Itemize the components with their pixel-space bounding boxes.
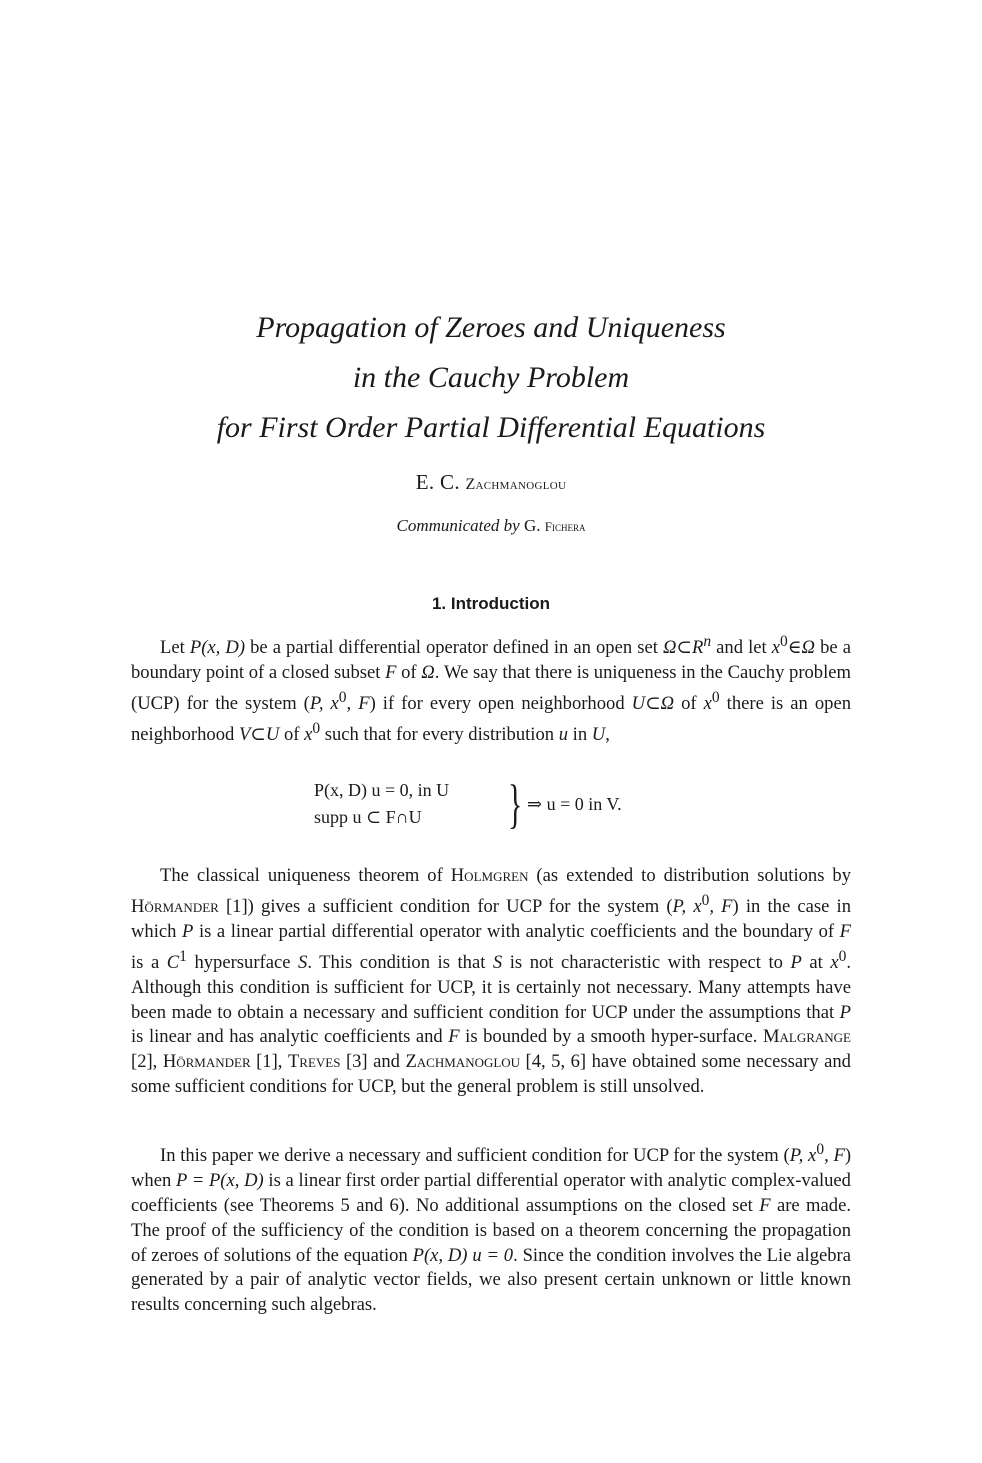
author: E. C. Zachmanoglou <box>415 470 567 494</box>
section-heading: 1. Introduction <box>431 594 551 613</box>
equation-row-2: supp u ⊂ F∩U <box>314 807 422 827</box>
title-line-1: Propagation of Zeroes and Uniqueness <box>256 311 726 344</box>
paragraph-1: Let P(x, D) be a partial differential operator defined in an open set $\Omega\subset R^n$ and let $x^0\in\Omega$ be a boundary point of a closed subset F of Ω. We say that there is uniqueness in the Cauchy problem (UCP) for the system (P, $x^0$, F) if for every open neighborhood U⊂Ω of $x^0$ there is an open neighborhood V⊂U of $x^0$ such that for every distribution u in U, <box>131 633 851 746</box>
title-line-2: in the Cauchy Problem <box>352 361 630 394</box>
paper-title <box>0 303 982 453</box>
author-surname: Zachmanoglou <box>465 476 567 493</box>
title-line-3: for First Order Partial Differential Equations <box>216 411 766 444</box>
paragraph-2: The classical uniqueness theorem of Holmgren (as extended to distribution solutions by Hörmander [1]) gives a sufficient condition for UCP for the system (P, $x^0$, F) in the case in which P is a linear partial differential operator with analytic coefficients and the boundary of F is a $C^1$ hypersurface S. This condition is that S is not characteristic with respect to P at $x^0$. Although this condition is sufficient for UCP, it is certainly not necessary. Many attempts have been made to obtain a necessary and sufficient condition for UCP under the assumptions that P is linear and has analytic coefficients and F is bounded by a smooth hyper-surface. Malgrange [2], Hörmander [1], Treves [3] and Zachmanoglou [4, 5, 6] have obtained some necessary and some sufficient conditions for UCP, but the general problem is still unsolved. <box>131 865 852 1098</box>
equation-row-1: P(x, D) u = 0, in U <box>314 780 450 800</box>
communicated-by: Communicated by G. Fichera <box>396 516 586 535</box>
equation-conclusion: ⇒ u = 0 in V. <box>527 794 622 814</box>
brace-symbol: } <box>508 774 523 834</box>
paragraph-3: In this paper we derive a necessary and sufficient condition for UCP for the system (P, $x^0$, F) when P = P(x, D) is a linear first order partial differential operator with analytic complex-valued coefficients (see Theorems 5 and 6). No additional assumptions on the closed set F are made. The proof of the sufficiency of the condition is based on a theorem concerning the propagation of zeroes of solutions of the equation P(x, D) u = 0. Since the condition involves the Lie algebra generated by a pair of analytic vector fields, we also present certain unknown or little known results concerning such algebras. <box>131 1141 852 1316</box>
